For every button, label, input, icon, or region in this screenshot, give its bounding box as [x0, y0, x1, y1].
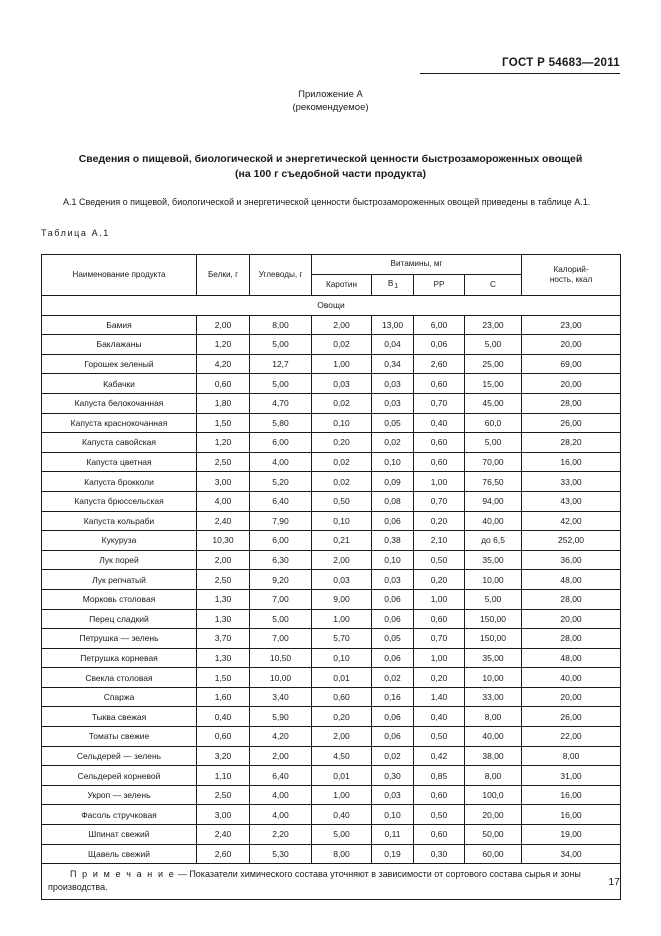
cell-product-name: Шпинат свежий — [42, 825, 197, 845]
cell-product-name: Кукуруза — [42, 531, 197, 551]
cell-protein: 1,20 — [197, 335, 250, 355]
cell-carotene: 0,40 — [312, 805, 372, 825]
cell-carotene: 1,00 — [312, 609, 372, 629]
cell-protein: 2,60 — [197, 844, 250, 864]
cell-calories: 69,00 — [522, 354, 621, 374]
cell-protein: 2,50 — [197, 570, 250, 590]
table-row — [42, 589, 621, 609]
cell-carbs: 5,20 — [250, 472, 312, 492]
intro-paragraph — [41, 196, 620, 210]
cell-carbs: 9,20 — [250, 570, 312, 590]
cell-b1: 0,03 — [372, 393, 414, 413]
cell-b1: 0,08 — [372, 491, 414, 511]
cell-calories: 42,00 — [522, 511, 621, 531]
cell-b1: 0,11 — [372, 825, 414, 845]
cell-c: 33,00 — [465, 687, 522, 707]
cell-protein: 3,00 — [197, 472, 250, 492]
cell-protein: 1,20 — [197, 433, 250, 453]
calories-line-2: ность, ккал — [549, 274, 593, 284]
nutrition-table-wrapper — [41, 254, 620, 900]
cell-carotene: 0,21 — [312, 531, 372, 551]
cell-product-name: Капуста кольраби — [42, 511, 197, 531]
cell-product-name: Петрушка — зелень — [42, 629, 197, 649]
cell-c: 23,00 — [465, 315, 522, 335]
cell-pp: 1,00 — [414, 589, 465, 609]
table-note-row — [42, 864, 621, 900]
cell-carbs: 6,40 — [250, 766, 312, 786]
cell-carotene: 2,00 — [312, 727, 372, 747]
cell-protein: 2,50 — [197, 785, 250, 805]
cell-calories: 26,00 — [522, 707, 621, 727]
column-header-vitamins-group: Витамины, мг — [312, 255, 522, 275]
cell-carotene: 0,01 — [312, 668, 372, 688]
cell-product-name: Лук порей — [42, 550, 197, 570]
cell-protein: 1,50 — [197, 668, 250, 688]
cell-carotene: 0,02 — [312, 393, 372, 413]
column-header-b1 — [372, 274, 414, 295]
cell-carbs: 4,00 — [250, 785, 312, 805]
cell-calories: 33,00 — [522, 472, 621, 492]
cell-c: 25,00 — [465, 354, 522, 374]
cell-carotene: 5,00 — [312, 825, 372, 845]
cell-carotene: 4,50 — [312, 746, 372, 766]
cell-c: 40,00 — [465, 727, 522, 747]
table-row — [42, 785, 621, 805]
cell-protein: 1,30 — [197, 609, 250, 629]
cell-carbs: 5,80 — [250, 413, 312, 433]
cell-pp: 0,20 — [414, 511, 465, 531]
cell-carbs: 10,00 — [250, 668, 312, 688]
cell-product-name: Горошек зеленый — [42, 354, 197, 374]
cell-carotene: 0,02 — [312, 472, 372, 492]
cell-carotene: 0,10 — [312, 648, 372, 668]
page-title-line-1: Сведения о пищевой, биологической и энергетической ценности быстрозамороженных овощей — [78, 153, 583, 165]
cell-pp: 2,10 — [414, 531, 465, 551]
cell-b1: 0,06 — [372, 511, 414, 531]
cell-b1: 0,03 — [372, 785, 414, 805]
table-row — [42, 491, 621, 511]
cell-product-name: Фасоль стручковая — [42, 805, 197, 825]
cell-c: 35,00 — [465, 550, 522, 570]
cell-protein: 0,60 — [197, 374, 250, 394]
cell-carbs: 2,20 — [250, 825, 312, 845]
cell-product-name: Лук репчатый — [42, 570, 197, 590]
table-row — [42, 433, 621, 453]
table-row — [42, 648, 621, 668]
cell-pp: 0,60 — [414, 825, 465, 845]
table-row — [42, 687, 621, 707]
cell-pp: 0,60 — [414, 452, 465, 472]
cell-c: 60,0 — [465, 413, 522, 433]
cell-c: 10,00 — [465, 570, 522, 590]
annex-title: Приложение А — [298, 89, 363, 100]
cell-calories: 34,00 — [522, 844, 621, 864]
cell-c: 150,00 — [465, 609, 522, 629]
cell-carbs: 4,00 — [250, 452, 312, 472]
cell-b1: 0,10 — [372, 805, 414, 825]
cell-c: 15,00 — [465, 374, 522, 394]
cell-carotene: 1,00 — [312, 354, 372, 374]
cell-product-name: Сельдерей корневой — [42, 766, 197, 786]
cell-carbs: 7,00 — [250, 589, 312, 609]
cell-carotene: 0,20 — [312, 707, 372, 727]
cell-carotene: 0,20 — [312, 433, 372, 453]
cell-carbs: 5,00 — [250, 609, 312, 629]
cell-calories: 8,00 — [522, 746, 621, 766]
table-row — [42, 805, 621, 825]
cell-carbs: 7,90 — [250, 511, 312, 531]
cell-carotene: 0,01 — [312, 766, 372, 786]
cell-product-name: Свекла столовая — [42, 668, 197, 688]
cell-b1: 0,19 — [372, 844, 414, 864]
cell-protein: 4,20 — [197, 354, 250, 374]
section-label-vegetables: Овощи — [42, 295, 621, 315]
cell-pp: 0,60 — [414, 609, 465, 629]
cell-carbs: 3,40 — [250, 687, 312, 707]
table-row — [42, 531, 621, 551]
cell-pp: 0,40 — [414, 707, 465, 727]
table-header-row-top — [42, 255, 621, 275]
cell-protein: 2,00 — [197, 315, 250, 335]
cell-b1: 0,05 — [372, 629, 414, 649]
cell-protein: 1,30 — [197, 648, 250, 668]
cell-calories: 16,00 — [522, 805, 621, 825]
cell-product-name: Капуста краснокочанная — [42, 413, 197, 433]
note-label: П р и м е ч а н и е — [70, 869, 176, 880]
cell-pp: 0,42 — [414, 746, 465, 766]
intro-paragraph-text: А.1 Сведения о пищевой, биологической и энергетической ценности быстрозамороженных овощей приведены в таблице А.1. — [63, 197, 591, 207]
cell-product-name: Бамия — [42, 315, 197, 335]
cell-carotene: 0,10 — [312, 511, 372, 531]
cell-product-name: Спаржа — [42, 687, 197, 707]
cell-protein: 3,70 — [197, 629, 250, 649]
cell-b1: 0,02 — [372, 433, 414, 453]
standard-number: ГОСТ Р 54683—2011 — [502, 57, 620, 69]
note-text: Показатели химического состава уточняют в зависимости от сортового состава сырья и зоны производства. — [48, 869, 581, 893]
cell-calories: 20,00 — [522, 609, 621, 629]
cell-c: 10,00 — [465, 668, 522, 688]
cell-product-name: Томаты свежие — [42, 727, 197, 747]
cell-b1: 0,06 — [372, 609, 414, 629]
table-row — [42, 727, 621, 747]
cell-carotene: 1,00 — [312, 785, 372, 805]
column-header-calories — [522, 255, 621, 296]
nutrition-table — [41, 254, 621, 900]
cell-pp: 1,40 — [414, 687, 465, 707]
column-header-pp: РР — [414, 274, 465, 295]
table-head — [42, 255, 621, 296]
cell-b1: 0,06 — [372, 589, 414, 609]
cell-pp: 1,00 — [414, 472, 465, 492]
cell-pp: 0,30 — [414, 844, 465, 864]
cell-protein: 0,40 — [197, 707, 250, 727]
cell-product-name: Кабачки — [42, 374, 197, 394]
cell-calories: 20,00 — [522, 335, 621, 355]
table-row — [42, 746, 621, 766]
cell-b1: 0,03 — [372, 374, 414, 394]
cell-carotene: 0,02 — [312, 335, 372, 355]
cell-protein: 0,60 — [197, 727, 250, 747]
cell-pp: 0,06 — [414, 335, 465, 355]
cell-c: 94,00 — [465, 491, 522, 511]
cell-b1: 0,04 — [372, 335, 414, 355]
cell-protein: 1,10 — [197, 766, 250, 786]
cell-carbs: 2,00 — [250, 746, 312, 766]
cell-product-name: Укроп — зелень — [42, 785, 197, 805]
cell-c: 76,50 — [465, 472, 522, 492]
cell-product-name: Морковь столовая — [42, 589, 197, 609]
cell-pp: 0,70 — [414, 491, 465, 511]
cell-protein: 2,50 — [197, 452, 250, 472]
cell-calories: 48,00 — [522, 648, 621, 668]
cell-protein: 3,00 — [197, 805, 250, 825]
cell-product-name: Капуста цветная — [42, 452, 197, 472]
cell-carbs: 6,30 — [250, 550, 312, 570]
cell-product-name: Капуста савойская — [42, 433, 197, 453]
cell-pp: 0,60 — [414, 433, 465, 453]
cell-protein: 1,60 — [197, 687, 250, 707]
cell-b1: 0,34 — [372, 354, 414, 374]
cell-carbs: 4,20 — [250, 727, 312, 747]
cell-protein: 2,00 — [197, 550, 250, 570]
page-title — [41, 152, 620, 182]
b1-subscript: 1 — [394, 283, 399, 291]
cell-calories: 40,00 — [522, 668, 621, 688]
cell-calories: 28,20 — [522, 433, 621, 453]
table-row — [42, 707, 621, 727]
header-rule — [420, 73, 620, 74]
annex-heading — [0, 88, 661, 114]
table-row — [42, 511, 621, 531]
cell-pp: 0,85 — [414, 766, 465, 786]
table-row — [42, 393, 621, 413]
cell-carotene: 0,02 — [312, 452, 372, 472]
cell-carbs: 6,00 — [250, 531, 312, 551]
cell-b1: 0,03 — [372, 570, 414, 590]
table-row — [42, 844, 621, 864]
cell-carotene: 2,00 — [312, 550, 372, 570]
cell-protein: 4,00 — [197, 491, 250, 511]
column-header-product: Наименование продукта — [42, 255, 197, 296]
page-title-line-2: (на 100 г съедобной части продукта) — [235, 168, 426, 180]
cell-product-name: Капуста брюссельская — [42, 491, 197, 511]
cell-c: 8,00 — [465, 766, 522, 786]
table-row — [42, 374, 621, 394]
cell-calories: 16,00 — [522, 785, 621, 805]
table-row — [42, 609, 621, 629]
cell-b1: 0,09 — [372, 472, 414, 492]
cell-b1: 0,10 — [372, 452, 414, 472]
cell-protein: 1,50 — [197, 413, 250, 433]
cell-product-name: Баклажаны — [42, 335, 197, 355]
table-section-row — [42, 295, 621, 315]
cell-carbs: 5,30 — [250, 844, 312, 864]
cell-pp: 0,20 — [414, 570, 465, 590]
cell-calories: 20,00 — [522, 687, 621, 707]
table-caption: Таблица А.1 — [41, 228, 110, 238]
cell-carbs: 6,00 — [250, 433, 312, 453]
cell-protein: 2,40 — [197, 511, 250, 531]
cell-pp: 2,60 — [414, 354, 465, 374]
cell-c: 38,00 — [465, 746, 522, 766]
cell-carotene: 0,50 — [312, 491, 372, 511]
cell-carotene: 2,00 — [312, 315, 372, 335]
cell-calories: 31,00 — [522, 766, 621, 786]
cell-pp: 0,50 — [414, 550, 465, 570]
cell-calories: 252,00 — [522, 531, 621, 551]
cell-carbs: 5,00 — [250, 335, 312, 355]
cell-pp: 0,50 — [414, 805, 465, 825]
cell-calories: 19,00 — [522, 825, 621, 845]
cell-pp: 0,70 — [414, 629, 465, 649]
cell-protein: 3,20 — [197, 746, 250, 766]
cell-carotene: 5,70 — [312, 629, 372, 649]
table-note — [42, 864, 621, 900]
cell-carotene: 0,60 — [312, 687, 372, 707]
cell-b1: 0,02 — [372, 746, 414, 766]
cell-carbs: 4,00 — [250, 805, 312, 825]
cell-pp: 0,60 — [414, 785, 465, 805]
cell-product-name: Капуста брокколи — [42, 472, 197, 492]
cell-c: 60,00 — [465, 844, 522, 864]
cell-b1: 0,06 — [372, 648, 414, 668]
table-row — [42, 766, 621, 786]
cell-carotene: 9,00 — [312, 589, 372, 609]
cell-product-name: Тыква свежая — [42, 707, 197, 727]
cell-carotene: 0,10 — [312, 413, 372, 433]
cell-c: 70,00 — [465, 452, 522, 472]
cell-calories: 26,00 — [522, 413, 621, 433]
cell-carbs: 4,70 — [250, 393, 312, 413]
table-row — [42, 570, 621, 590]
cell-carbs: 12,7 — [250, 354, 312, 374]
cell-pp: 0,50 — [414, 727, 465, 747]
annex-subtitle: (рекомендуемое) — [292, 102, 369, 113]
cell-b1: 0,05 — [372, 413, 414, 433]
cell-protein: 2,40 — [197, 825, 250, 845]
cell-pp: 0,60 — [414, 374, 465, 394]
cell-c: 100,0 — [465, 785, 522, 805]
cell-c: 35,00 — [465, 648, 522, 668]
page-number: 17 — [608, 876, 620, 888]
table-row — [42, 335, 621, 355]
cell-calories: 28,00 — [522, 589, 621, 609]
cell-product-name: Сельдерей — зелень — [42, 746, 197, 766]
table-foot — [42, 864, 621, 900]
cell-product-name: Щавель свежий — [42, 844, 197, 864]
cell-protein: 10,30 — [197, 531, 250, 551]
cell-c: 50,00 — [465, 825, 522, 845]
cell-calories: 36,00 — [522, 550, 621, 570]
table-row — [42, 668, 621, 688]
calories-line-1: Калорий- — [553, 264, 589, 274]
cell-calories: 48,00 — [522, 570, 621, 590]
b1-letter: В — [387, 279, 394, 289]
column-header-c: С — [465, 274, 522, 295]
table-row — [42, 354, 621, 374]
table-row — [42, 315, 621, 335]
cell-b1: 0,30 — [372, 766, 414, 786]
cell-c: 5,00 — [465, 589, 522, 609]
cell-c: 5,00 — [465, 433, 522, 453]
cell-c: 8,00 — [465, 707, 522, 727]
cell-calories: 43,00 — [522, 491, 621, 511]
cell-carbs: 6,40 — [250, 491, 312, 511]
table-row — [42, 452, 621, 472]
cell-calories: 22,00 — [522, 727, 621, 747]
column-header-protein: Белки, г — [197, 255, 250, 296]
cell-b1: 0,02 — [372, 668, 414, 688]
cell-b1: 0,16 — [372, 687, 414, 707]
cell-pp: 1,00 — [414, 648, 465, 668]
cell-pp: 0,70 — [414, 393, 465, 413]
cell-carbs: 5,00 — [250, 374, 312, 394]
cell-protein: 1,80 — [197, 393, 250, 413]
table-row — [42, 629, 621, 649]
column-header-carotene: Каротин — [312, 274, 372, 295]
cell-c: до 6,5 — [465, 531, 522, 551]
cell-calories: 20,00 — [522, 374, 621, 394]
column-header-carbs: Углеводы, г — [250, 255, 312, 296]
cell-carotene: 0,03 — [312, 374, 372, 394]
cell-c: 5,00 — [465, 335, 522, 355]
cell-product-name: Перец сладкий — [42, 609, 197, 629]
table-row — [42, 825, 621, 845]
cell-b1: 0,06 — [372, 727, 414, 747]
cell-carotene: 0,03 — [312, 570, 372, 590]
cell-c: 45,00 — [465, 393, 522, 413]
cell-pp: 0,40 — [414, 413, 465, 433]
table-row — [42, 472, 621, 492]
cell-c: 150,00 — [465, 629, 522, 649]
cell-calories: 28,00 — [522, 393, 621, 413]
table-body — [42, 295, 621, 864]
cell-pp: 6,00 — [414, 315, 465, 335]
cell-carbs: 7,00 — [250, 629, 312, 649]
cell-carotene: 8,00 — [312, 844, 372, 864]
cell-carbs: 10,50 — [250, 648, 312, 668]
cell-carbs: 5,90 — [250, 707, 312, 727]
cell-calories: 28,00 — [522, 629, 621, 649]
cell-c: 20,00 — [465, 805, 522, 825]
table-row — [42, 550, 621, 570]
cell-b1: 13,00 — [372, 315, 414, 335]
cell-product-name: Петрушка корневая — [42, 648, 197, 668]
cell-carbs: 8,00 — [250, 315, 312, 335]
cell-b1: 0,38 — [372, 531, 414, 551]
cell-calories: 16,00 — [522, 452, 621, 472]
cell-calories: 23,00 — [522, 315, 621, 335]
cell-c: 40,00 — [465, 511, 522, 531]
cell-protein: 1,30 — [197, 589, 250, 609]
cell-b1: 0,06 — [372, 707, 414, 727]
table-row — [42, 413, 621, 433]
cell-pp: 0,20 — [414, 668, 465, 688]
cell-product-name: Капуста белокочанная — [42, 393, 197, 413]
note-dash: — — [177, 869, 187, 880]
cell-b1: 0,10 — [372, 550, 414, 570]
